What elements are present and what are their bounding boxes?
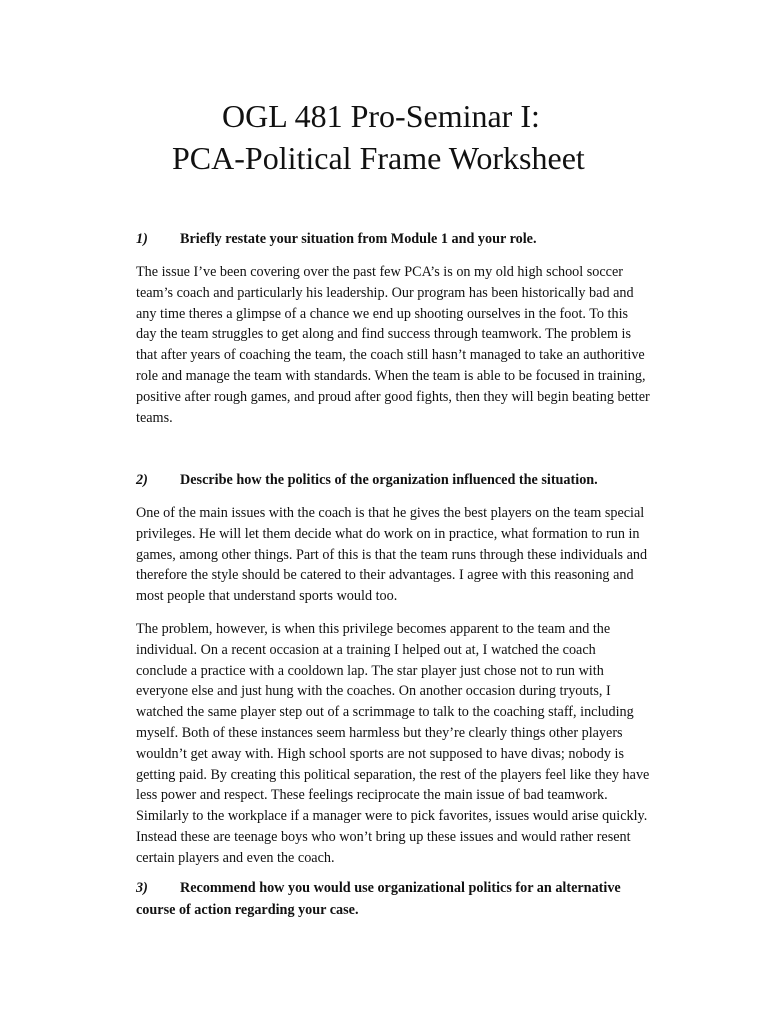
answer-1-paragraph: The issue I’ve been covering over the past few PCA’s is on my old high school soccer team’s coach and particularly his leadership. Our program has been historically bad and any time theres a glimpse of a chance we end up shooting ourselves in the foot. To this day the team struggles to get along and find success through teamwork. The problem is that after years of coaching the team, the coach still hasn’t managed to take an authoritive role and manage the team with standards. When the team is able to be focused in training, positive after rough games, and proud after good fights, then they will begin beating better teams. — [136, 264, 650, 426]
question-1 — [136, 229, 656, 250]
question-2-number: 2) — [136, 472, 148, 488]
answer-2-paragraph-2: The problem, however, is when this privilege becomes apparent to the team and the individual. On a recent occasion at a training I helped out at, I watched the coach conclude a practice with a cooldown lap. The star player just chose not to run with everyone else and just hung with the coaches. On another occasion during tryouts, I watched the same player step out of a scrimmage to talk to the coaching staff, including myself. Both of these instances seem harmless but they’re clearly things other players wouldn’t get away with. High school sports are not supposed to have divas; nobody is getting paid. By creating this political separation, the rest of the players feel like they have less power and respect. These feelings reciprocate the main issue of bad teamwork. Similarly to the workplace if a manager were to pick favorites, issues would arise quickly. Instead these are teenage boys who won’t bring up these issues and would rather resent certain players and even the coach. — [136, 621, 650, 866]
question-3-number: 3) — [136, 880, 148, 896]
question-1-number: 1) — [136, 231, 148, 247]
document-title-line-1: OGL 481 Pro-Seminar I: — [222, 98, 540, 134]
question-2 — [136, 470, 656, 491]
question-3-text: Recommend how you would use organizational politics for an alternative course of action regarding your case. — [136, 880, 621, 918]
question-1-text: Briefly restate your situation from Module 1 and your role. — [180, 231, 537, 247]
question-3 — [136, 877, 656, 921]
document-title-line-2: PCA-Political Frame Worksheet — [172, 140, 585, 176]
answer-2-paragraph-1: One of the main issues with the coach is that he gives the best players on the team special privileges. He will let them decide what do work on in practice, what formation to run in games, among other things. Part of this is that the team runs through these individuals and therefore the style should be catered to their advantages. I agree with this reasoning and most people that understand sports would too. — [136, 505, 648, 605]
question-2-text: Describe how the politics of the organization influenced the situation. — [180, 472, 598, 488]
